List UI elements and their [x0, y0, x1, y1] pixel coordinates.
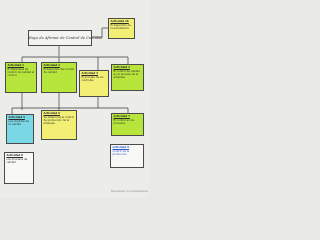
note-heading: Actividad 16	[110, 20, 129, 23]
note-actividad-7	[111, 113, 144, 136]
note-actividad-5	[6, 114, 34, 144]
note-heading: Actividad 3	[81, 72, 98, 75]
note-actividad-16	[108, 18, 135, 39]
diagram-title: Rayo de Afirmac de Control de Cantidad	[28, 30, 92, 46]
note-actividad-6	[41, 110, 77, 140]
note-body: Control de la producción	[112, 149, 130, 156]
note-actividad-2	[41, 62, 77, 93]
note-actividad-4	[111, 64, 144, 91]
note-body: El proceso de los controles	[81, 75, 104, 82]
note-heading: Actividad 7	[113, 115, 130, 118]
scanned-page	[0, 0, 149, 198]
note-heading: Actividad 2	[43, 64, 60, 67]
note-actividad-9	[110, 144, 144, 168]
note-body: El desarrollo del control de calidad	[43, 67, 75, 74]
note-body: Los procesos de calidad	[6, 157, 28, 164]
note-actividad-8	[4, 152, 34, 184]
note-heading: Actividad 1	[7, 64, 24, 67]
note-actividad-3	[79, 70, 109, 97]
note-body: El control en los procesos	[113, 118, 135, 125]
note-heading: Actividad 9	[112, 146, 129, 149]
note-body: Se determina el control de producción de la empresa	[43, 115, 74, 126]
scanner-watermark: Escaneado con CamScanner	[111, 190, 148, 193]
note-heading: Actividad 4	[113, 66, 130, 69]
note-heading: Actividad 8	[6, 154, 23, 157]
note-body: El Materiales de Control de calidad el control	[7, 67, 35, 78]
note-body: Las medidas de la calidad	[8, 119, 29, 126]
note-body: El control de calidad en el proceso de la empresa	[113, 69, 140, 80]
note-body: El desarrollo de la actividad la	[110, 23, 131, 30]
note-heading: Actividad 5	[8, 116, 25, 119]
note-actividad-1	[5, 62, 37, 93]
note-heading: Actividad 6	[43, 112, 60, 115]
